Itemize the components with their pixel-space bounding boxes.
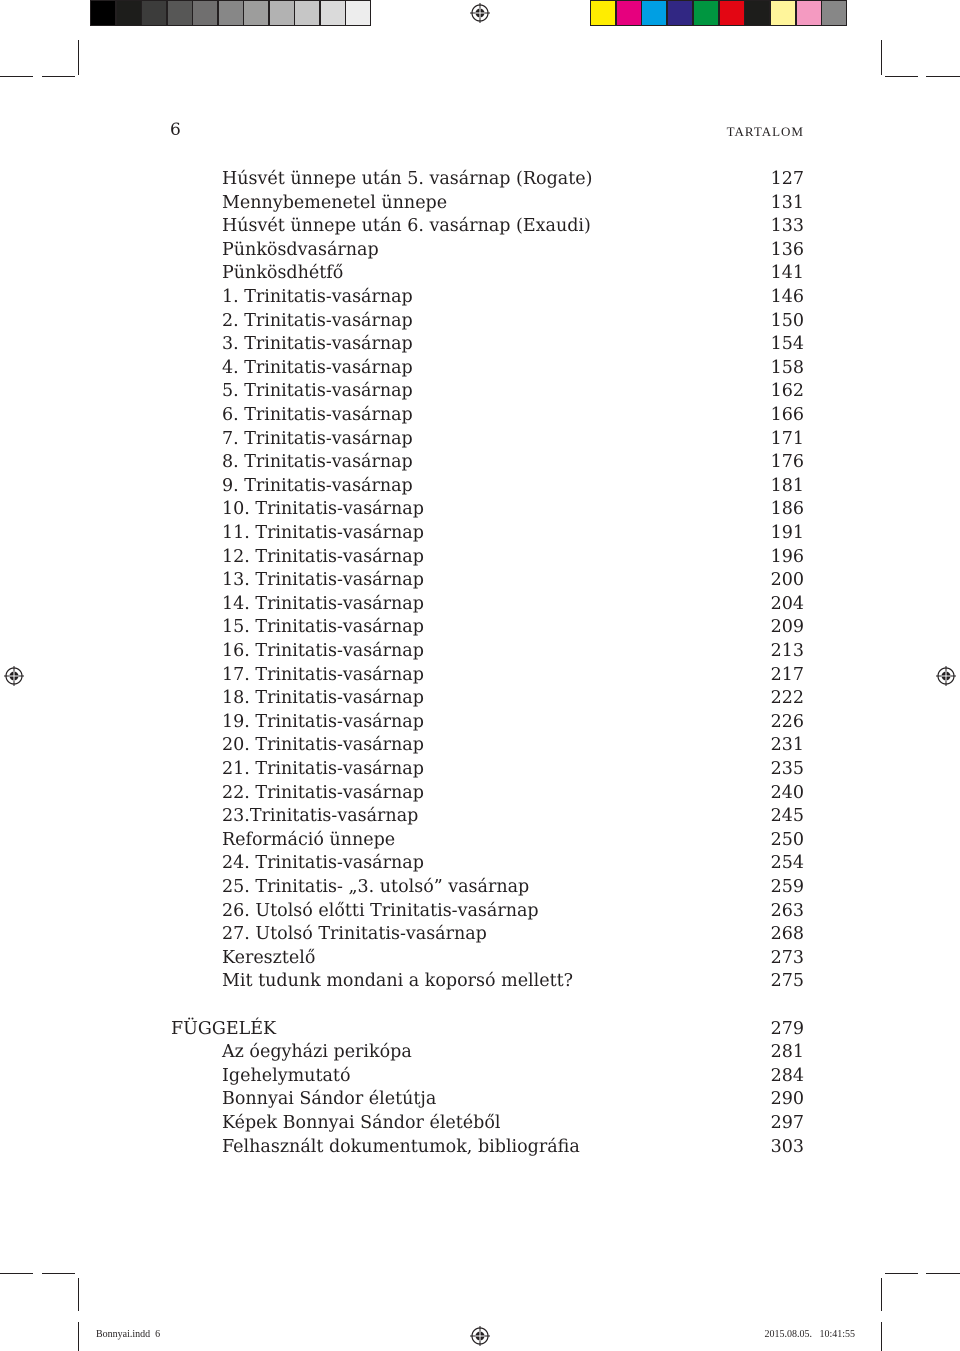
toc-entry-page: 166	[770, 405, 804, 425]
toc-entry-page: 133	[770, 216, 804, 236]
toc-entry-title: 13. Trinitatis-vasárnap	[222, 570, 424, 590]
toc-entry	[0, 285, 960, 309]
crop-mark	[881, 1322, 882, 1351]
toc-entry-page: 127	[770, 169, 804, 189]
toc-entry-title: Pünkösdvasárnap	[222, 240, 379, 260]
toc-entry-title: 10. Trinitatis-vasárnap	[222, 499, 424, 519]
toc-entry	[0, 450, 960, 474]
gray-swatch	[116, 0, 142, 26]
toc-entry	[0, 356, 960, 380]
toc-entry-title: Bonnyai Sándor életútja	[222, 1089, 437, 1109]
crop-mark	[78, 1322, 79, 1351]
crop-mark	[78, 40, 79, 75]
toc-entry-page: 290	[770, 1089, 804, 1109]
gray-swatch	[218, 0, 244, 26]
toc-entry-title: 11. Trinitatis-vasárnap	[222, 523, 424, 543]
color-swatch	[821, 0, 847, 26]
toc-entry	[0, 191, 960, 215]
toc-entry-page: 250	[770, 830, 804, 850]
slug-time: 10:41:55	[819, 1329, 855, 1340]
color-swatch	[770, 0, 796, 26]
toc-entry	[0, 427, 960, 451]
gray-swatch	[192, 0, 218, 26]
toc-entry	[0, 899, 960, 923]
toc-entry-page: 131	[770, 193, 804, 213]
toc-entry	[0, 615, 960, 639]
toc-entry-page: 254	[770, 853, 804, 873]
toc-entry-title: Reformáció ünnepe	[222, 830, 396, 850]
toc-entry	[0, 1087, 960, 1111]
toc-entry	[0, 686, 960, 710]
toc-entry	[0, 474, 960, 498]
toc-entry-title: 19. Trinitatis-vasárnap	[222, 712, 424, 732]
toc-entry-page: 141	[770, 263, 804, 283]
slug-page: 6	[155, 1329, 161, 1340]
toc-entry-page: 279	[770, 1019, 804, 1039]
gray-swatch	[90, 0, 116, 26]
toc-entry-page: 297	[770, 1113, 804, 1133]
toc-entry-title: FÜGGELÉK	[171, 1019, 277, 1039]
toc-entry-title: 5. Trinitatis-vasárnap	[222, 381, 413, 401]
toc-entry-title: 16. Trinitatis-vasárnap	[222, 641, 424, 661]
crop-mark	[42, 76, 75, 77]
toc-entry-page: 240	[770, 783, 804, 803]
gray-swatch	[320, 0, 346, 26]
toc-entry	[0, 875, 960, 899]
toc-entry-page: 162	[770, 381, 804, 401]
toc-entry	[0, 521, 960, 545]
toc-entry-title: 1. Trinitatis-vasárnap	[222, 287, 413, 307]
gray-swatch	[141, 0, 167, 26]
toc-entry-page: 273	[770, 948, 804, 968]
toc-entry-title: 22. Trinitatis-vasárnap	[222, 783, 424, 803]
toc-entry-page: 213	[770, 641, 804, 661]
toc-entry-page: 204	[770, 594, 804, 614]
slug-file	[96, 1329, 160, 1340]
toc-entry	[0, 332, 960, 356]
toc-entry-page: 259	[770, 877, 804, 897]
toc-entry	[0, 403, 960, 427]
toc-entry-title: 18. Trinitatis-vasárnap	[222, 688, 424, 708]
toc-entry	[0, 757, 960, 781]
toc-entry	[0, 261, 960, 285]
toc-entry-title: 26. Utolsó előtti Trinitatis-vasárnap	[222, 901, 539, 921]
toc-entry-title: 3. Trinitatis-vasárnap	[222, 334, 413, 354]
toc-entry	[0, 710, 960, 734]
toc-entry-title: Húsvét ünnepe után 6. vasárnap (Exaudi)	[222, 216, 591, 236]
toc-entry	[0, 1135, 960, 1159]
toc-entry	[0, 1040, 960, 1064]
crop-mark	[885, 1273, 918, 1274]
color-swatch	[641, 0, 667, 26]
toc-entry	[0, 214, 960, 238]
toc-entry-title: 24. Trinitatis-vasárnap	[222, 853, 424, 873]
toc-entry-title: 2. Trinitatis-vasárnap	[222, 311, 413, 331]
toc-entry-page: 275	[770, 971, 804, 991]
toc-entry	[0, 238, 960, 262]
toc-entry	[0, 969, 960, 993]
toc-entry-page: 176	[770, 452, 804, 472]
toc-entry-title: 25. Trinitatis- „3. utolsó” vasárnap	[222, 877, 530, 897]
gray-swatch	[269, 0, 295, 26]
crop-mark	[881, 40, 882, 75]
color-swatch	[693, 0, 719, 26]
toc-entry-title: 15. Trinitatis-vasárnap	[222, 617, 424, 637]
crop-mark	[0, 1273, 33, 1274]
toc-entry-title: Keresztelő	[222, 948, 316, 968]
toc-entry-page: 146	[770, 287, 804, 307]
color-swatch	[590, 0, 616, 26]
color-swatch	[744, 0, 770, 26]
gray-swatch	[167, 0, 193, 26]
toc-entry	[0, 379, 960, 403]
page-number: 6	[170, 120, 181, 140]
toc-entry-title: 4. Trinitatis-vasárnap	[222, 358, 413, 378]
toc-entry-title: Képek Bonnyai Sándor életéből	[222, 1113, 501, 1133]
toc-entry	[0, 828, 960, 852]
toc-entry-page: 226	[770, 712, 804, 732]
crop-mark	[885, 76, 918, 77]
color-swatch	[616, 0, 642, 26]
running-head: TARTALOM	[726, 124, 804, 139]
toc-entry-page: 268	[770, 924, 804, 944]
toc-entry	[0, 663, 960, 687]
registration-mark-icon	[470, 1326, 490, 1346]
crop-mark	[881, 1278, 882, 1311]
toc-entry-page: 158	[770, 358, 804, 378]
toc-entry-page: 222	[770, 688, 804, 708]
toc-entry-title: Felhasznált dokumentumok, bibliográfia	[222, 1137, 580, 1157]
toc-entry	[0, 946, 960, 970]
crop-mark	[78, 1278, 79, 1311]
crop-mark	[926, 76, 960, 77]
toc-entry-page: 191	[770, 523, 804, 543]
toc-entry-title: 17. Trinitatis-vasárnap	[222, 665, 424, 685]
toc-entry	[0, 545, 960, 569]
slug-timestamp	[764, 1329, 855, 1340]
toc-entry	[0, 568, 960, 592]
gray-swatch	[294, 0, 320, 26]
registration-mark-icon	[470, 3, 490, 23]
toc-entry	[0, 1111, 960, 1135]
crop-mark	[926, 1273, 960, 1274]
slug-date: 2015.08.05.	[764, 1329, 812, 1340]
toc-entry-title: 7. Trinitatis-vasárnap	[222, 429, 413, 449]
toc-entry-page: 284	[770, 1066, 804, 1086]
toc-entry-page: 235	[770, 759, 804, 779]
toc-entry-title: 21. Trinitatis-vasárnap	[222, 759, 424, 779]
toc-entry	[0, 922, 960, 946]
color-swatch	[719, 0, 745, 26]
crop-mark	[0, 76, 33, 77]
toc-entry-page: 171	[770, 429, 804, 449]
toc-entry-title: Mennybemenetel ünnepe	[222, 193, 448, 213]
toc-entry-title: 12. Trinitatis-vasárnap	[222, 547, 424, 567]
toc-entry-page: 154	[770, 334, 804, 354]
toc-entry-page: 186	[770, 499, 804, 519]
toc-entry	[0, 497, 960, 521]
toc-entry-title: Az óegyházi perikópa	[222, 1042, 412, 1062]
toc-entry-title: 23.Trinitatis-vasárnap	[222, 806, 419, 826]
crop-mark	[42, 1273, 75, 1274]
toc-entry-page: 136	[770, 240, 804, 260]
color-swatch	[796, 0, 822, 26]
toc-section-heading	[0, 1017, 960, 1041]
toc-entry-page: 303	[770, 1137, 804, 1157]
toc-entry-title: 8. Trinitatis-vasárnap	[222, 452, 413, 472]
toc-entry	[0, 592, 960, 616]
toc-entry-page: 200	[770, 570, 804, 590]
toc-entry-title: Pünkösdhétfő	[222, 263, 344, 283]
toc-entry-page: 231	[770, 735, 804, 755]
toc-entry-page: 196	[770, 547, 804, 567]
color-swatch	[667, 0, 693, 26]
toc-entry	[0, 781, 960, 805]
toc-entry	[0, 1064, 960, 1088]
gray-swatch	[243, 0, 269, 26]
toc-entry	[0, 309, 960, 333]
toc-entry-title: 9. Trinitatis-vasárnap	[222, 476, 413, 496]
toc-entry	[0, 851, 960, 875]
toc-entry-page: 217	[770, 665, 804, 685]
toc-entry-page: 245	[770, 806, 804, 826]
toc-entry-title: Mit tudunk mondani a koporsó mellett?	[222, 971, 574, 991]
toc-entry-title: 14. Trinitatis-vasárnap	[222, 594, 424, 614]
toc-entry-title: 27. Utolsó Trinitatis-vasárnap	[222, 924, 487, 944]
toc-entry	[0, 733, 960, 757]
toc-entry	[0, 804, 960, 828]
gray-swatch	[345, 0, 371, 26]
toc-entry-page: 281	[770, 1042, 804, 1062]
toc-entry	[0, 639, 960, 663]
slug-filename: Bonnyai.indd	[96, 1329, 151, 1340]
toc-entry-title: Igehelymutató	[222, 1066, 351, 1086]
toc-entry-page: 150	[770, 311, 804, 331]
toc-entry-title: Húsvét ünnepe után 5. vasárnap (Rogate)	[222, 169, 593, 189]
toc-entry	[0, 167, 960, 191]
toc-entry-page: 263	[770, 901, 804, 921]
toc-entry-page: 181	[770, 476, 804, 496]
toc-entry-title: 20. Trinitatis-vasárnap	[222, 735, 424, 755]
toc-entry-page: 209	[770, 617, 804, 637]
toc-entry-title: 6. Trinitatis-vasárnap	[222, 405, 413, 425]
